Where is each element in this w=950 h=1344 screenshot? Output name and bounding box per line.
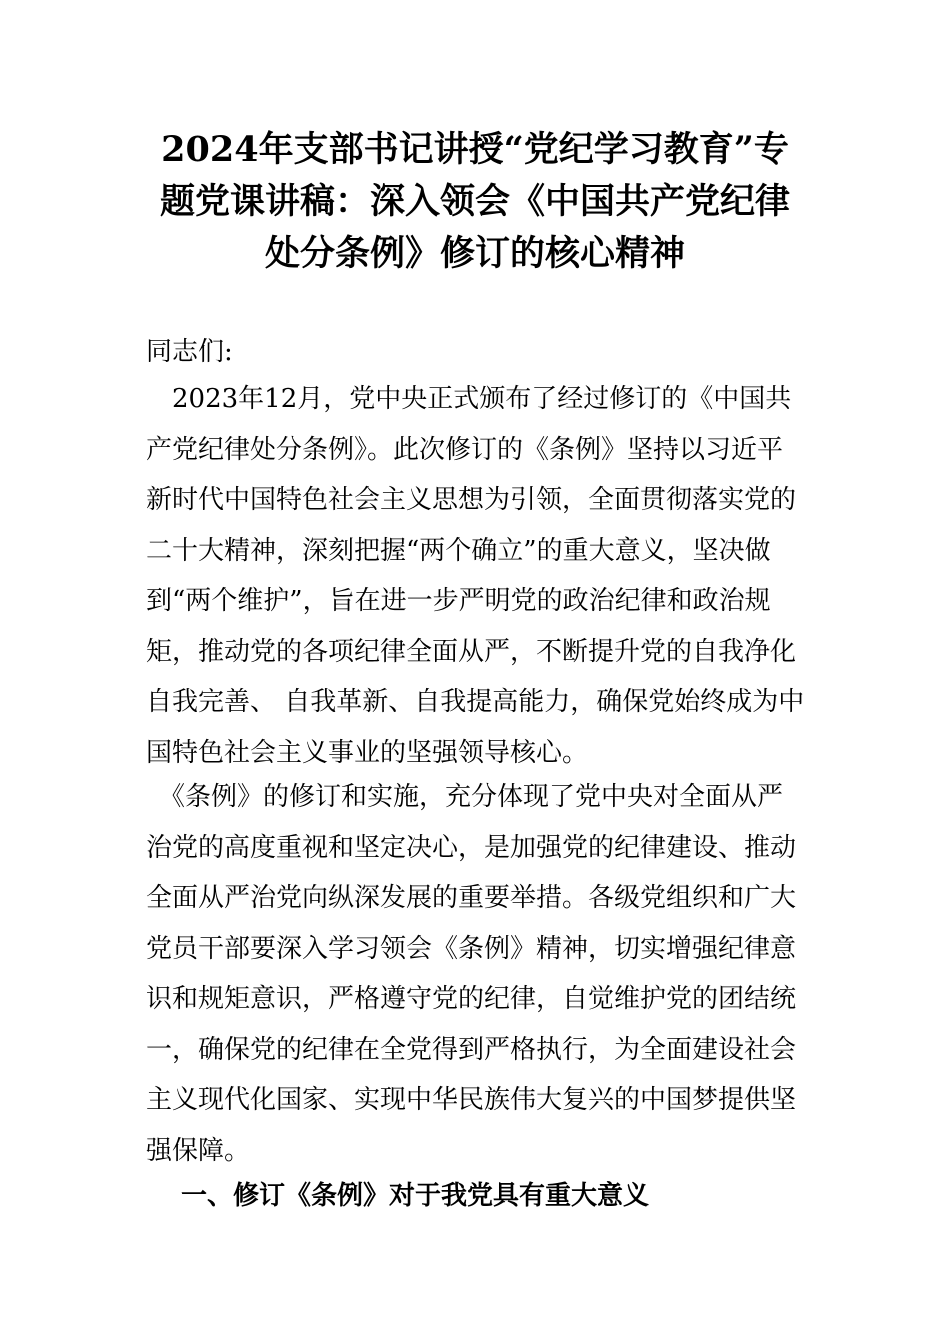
paragraph-line: 国特色社会主义事业的坚强领导核心。	[146, 737, 589, 768]
paragraph-line: 治党的高度重视和坚定决心，是加强党的纪律建设、推动	[146, 832, 797, 863]
paragraph-line: 主义现代化国家、实现中华民族伟大复兴的中国梦提供坚	[146, 1085, 797, 1115]
paragraph-line: 全面从严治党向纵深发展的重要举措。各级党组织和广大	[146, 883, 797, 913]
paragraph-line: 产党纪律处分条例》。此次修订的《条例》坚持以习近平	[146, 434, 784, 465]
paragraph-2	[146, 772, 811, 1176]
paragraph-line: 2023年12月，党中央正式颁布了经过修订的《中国共	[146, 384, 792, 414]
paragraph-line: 自我完善、 自我革新、自我提高能力，确保党始终成为中	[146, 687, 805, 717]
document-title	[140, 124, 810, 280]
paragraph-line: 二十大精神，深刻把握“两个确立”的重大意义，坚决做	[146, 535, 771, 566]
paragraph-line: 矩，推动党的各项纪律全面从严，不断提升党的自我净化	[146, 636, 797, 667]
paragraph-line: 到“两个维护”，旨在进一步严明党的政治纪律和政治规	[146, 586, 771, 616]
section-heading: 一、修订《条例》对于我党具有重大意义	[181, 1181, 650, 1211]
paragraph-line: 识和规矩意识，严格遵守党的纪律，自觉维护党的团结统	[146, 984, 797, 1014]
title-line: 处分条例》修订的核心精神	[264, 233, 685, 274]
salutation: 同志们:	[146, 337, 233, 367]
paragraph-line: 党员干部要深入学习领会《条例》精神，切实增强纪律意	[146, 933, 797, 964]
paragraph-line: 新时代中国特色社会主义思想为引领，全面贯彻落实党的	[146, 485, 797, 515]
paragraph-line: 《条例》的修订和实施，充分体现了党中央对全面从严	[146, 782, 784, 812]
paragraph-line: 强保障。	[146, 1135, 251, 1166]
paragraph-1	[146, 374, 811, 778]
title-line: 题党课讲稿：深入领会《中国共产党纪律	[159, 181, 790, 222]
paragraph-line: 一，确保党的纪律在全党得到严格执行，为全面建设社会	[146, 1034, 797, 1065]
title-line: 2024年支部书记讲授“党纪学习教育”专	[161, 129, 789, 170]
